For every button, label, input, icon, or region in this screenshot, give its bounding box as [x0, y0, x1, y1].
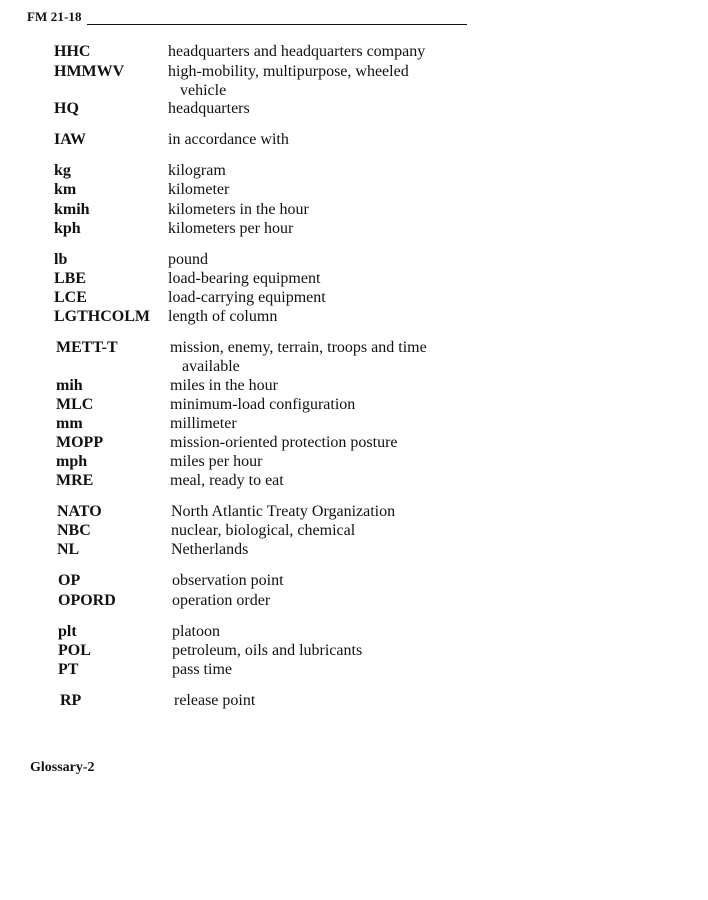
definition-text: kilometer	[168, 181, 230, 198]
glossary-term: HQ	[54, 100, 79, 117]
glossary-term: NATO	[57, 503, 102, 520]
definition-text: pound	[168, 251, 208, 268]
glossary-term: lb	[54, 251, 68, 268]
glossary-definition	[168, 307, 468, 326]
glossary-term: MOPP	[56, 434, 104, 451]
glossary-term: PT	[58, 661, 79, 678]
glossary-definition	[174, 691, 474, 710]
definition-text: minimum-load configuration	[170, 396, 356, 413]
glossary-definition	[171, 540, 471, 559]
glossary-definition	[168, 269, 468, 288]
definition-text: North Atlantic Treaty Organization	[171, 503, 396, 520]
glossary-term: kmih	[54, 201, 90, 218]
glossary-definition	[172, 660, 472, 679]
glossary-term: kg	[54, 162, 71, 179]
glossary-definition	[168, 250, 468, 269]
definition-text: headquarters and headquarters company	[168, 43, 426, 60]
glossary-definition	[168, 180, 468, 199]
definition-text: headquarters	[168, 100, 250, 117]
definition-text: mission, enemy, terrain, troops and time	[170, 339, 427, 356]
definition-text: mission-oriented protection posture	[170, 434, 398, 451]
glossary-definition	[168, 200, 468, 219]
definition-text: kilometers in the hour	[168, 201, 309, 218]
glossary-definition	[170, 433, 470, 452]
definition-text: in accordance with	[168, 131, 289, 148]
glossary-term: RP	[60, 692, 82, 709]
glossary-term: LCE	[54, 289, 87, 306]
glossary-term: MRE	[56, 472, 94, 489]
definition-text: meal, ready to eat	[170, 472, 284, 489]
glossary-term: mm	[56, 415, 83, 432]
definition-continuation: available	[182, 358, 240, 375]
definition-text: kilogram	[168, 162, 226, 179]
glossary-definition	[172, 571, 472, 590]
glossary-definition	[168, 219, 468, 238]
glossary-definition	[168, 42, 468, 61]
glossary-term: LGTHCOLM	[54, 308, 151, 325]
glossary-definition	[171, 521, 471, 540]
glossary-term: kph	[54, 220, 81, 237]
definition-text: kilometers per hour	[168, 220, 294, 237]
glossary-definition	[171, 502, 471, 521]
glossary-term: mih	[56, 377, 83, 394]
glossary-term: OPORD	[58, 592, 116, 609]
glossary-definition	[170, 376, 470, 395]
glossary-term: LBE	[54, 270, 87, 287]
glossary-term: HHC	[54, 43, 91, 60]
glossary-definition	[168, 161, 468, 180]
header-rule	[87, 24, 467, 25]
glossary-definition	[172, 591, 472, 610]
glossary-definition	[170, 471, 470, 490]
document-code: FM 21-18	[27, 9, 82, 24]
glossary-term: MLC	[56, 396, 94, 413]
glossary-definition	[172, 622, 472, 641]
glossary-definition	[170, 452, 470, 471]
definition-text: operation order	[172, 592, 271, 609]
page-footer-label: Glossary-2	[30, 760, 95, 775]
definition-text: observation point	[172, 572, 284, 589]
glossary-definition	[168, 62, 468, 100]
glossary-definition	[170, 414, 470, 433]
glossary-definition	[170, 395, 470, 414]
definition-text: petroleum, oils and lubricants	[172, 642, 363, 659]
definition-text: pass time	[172, 661, 232, 678]
definition-text: miles per hour	[170, 453, 263, 470]
definition-continuation: vehicle	[180, 82, 227, 99]
definition-text: length of column	[168, 308, 278, 325]
glossary-term: km	[54, 181, 77, 198]
definition-text: Netherlands	[171, 541, 249, 558]
glossary-definition	[168, 99, 468, 118]
glossary-definition	[168, 288, 468, 307]
definition-text: release point	[174, 692, 256, 709]
glossary-definition	[170, 338, 470, 376]
definition-text: load-bearing equipment	[168, 270, 321, 287]
definition-text: platoon	[172, 623, 220, 640]
glossary-definition	[172, 641, 472, 660]
glossary-term: mph	[56, 453, 88, 470]
glossary-term: OP	[58, 572, 81, 589]
definition-text: miles in the hour	[170, 377, 278, 394]
definition-text: nuclear, biological, chemical	[171, 522, 356, 539]
glossary-term: METT-T	[56, 339, 118, 356]
glossary-term: plt	[58, 623, 77, 640]
definition-text: millimeter	[170, 415, 237, 432]
glossary-term: IAW	[54, 131, 87, 148]
glossary-term: HMMWV	[54, 63, 125, 80]
definition-text: load-carrying equipment	[168, 289, 326, 306]
glossary-definition	[168, 130, 468, 149]
glossary-term: NL	[57, 541, 80, 558]
glossary-term: POL	[58, 642, 91, 659]
definition-text: high-mobility, multipurpose, wheeled	[168, 63, 409, 80]
glossary-term: NBC	[57, 522, 91, 539]
